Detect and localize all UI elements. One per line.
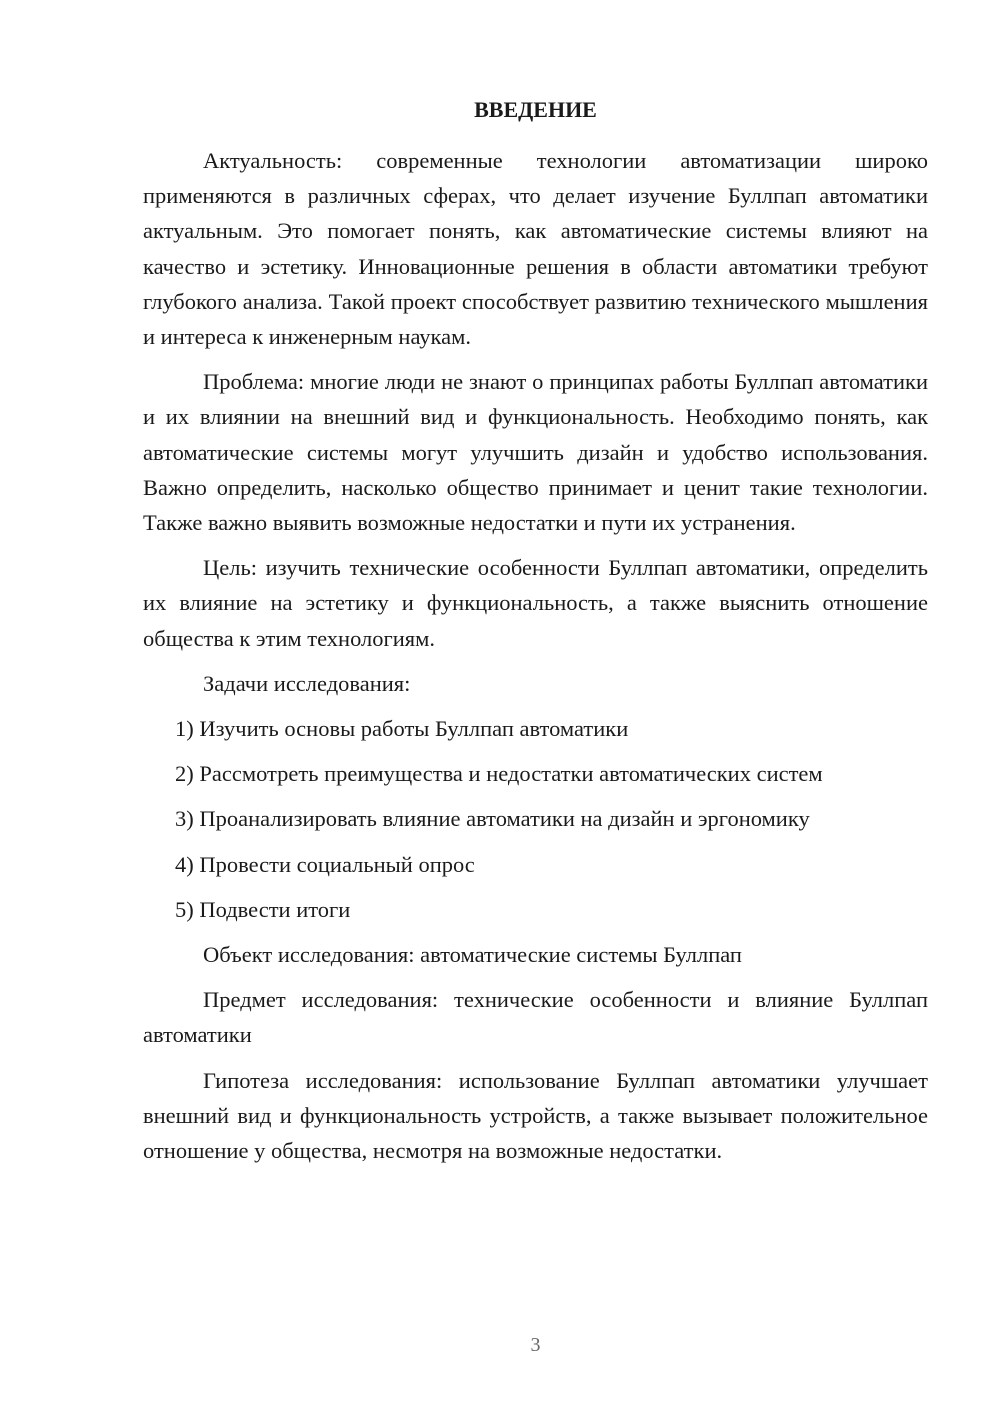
task-item: 5) Подвести итоги — [175, 896, 351, 922]
task-item: 1) Изучить основы работы Буллпап автоматики — [175, 716, 629, 742]
research-subject: Предмет исследования: технические особенности и влияние Буллпап автоматики — [143, 987, 928, 1048]
research-hypothesis: Гипотеза исследования: использование Буллпап автоматики улучшает внешний вид и функциональность устройств, а также вызывает положительное отношение у общества, несмотря на возможные недостатки. — [143, 1067, 928, 1164]
page-title: ВВЕДЕНИЕ — [474, 97, 597, 122]
task-item: 2) Рассмотреть преимущества и недостатки автоматических систем — [175, 761, 823, 787]
page-number: 3 — [530, 1334, 541, 1356]
task-item: 4) Провести социальный опрос — [175, 851, 475, 877]
research-object: Объект исследования: автоматические системы Буллпап — [203, 942, 742, 968]
task-item: 3) Проанализировать влияние автоматики на дизайн и эргономику — [175, 806, 810, 832]
paragraph-relevance: Актуальность: современные технологии автоматизации широко применяются в различных сферах, что делает изучение Буллпап автоматики актуальным. Это помогает понять, как автоматические системы влияют на качество и эстетику. Инновационные решения в области автоматики требуют глубокого анализа. Такой проект способствует развитию технического мышления и интереса к инженерным наукам. — [143, 148, 928, 350]
document-body — [143, 143, 928, 1178]
paragraph-problem: Проблема: многие люди не знают о принципах работы Буллпап автоматики и их влиянии на внешний вид и функциональность. Необходимо понять, как автоматические системы могут улучшить дизайн и удобство использования. Важно определить, насколько общество принимает и ценит такие технологии. Также важно выявить возможные недостатки и пути их устранения. — [143, 369, 928, 536]
tasks-heading: Задачи исследования: — [203, 670, 411, 696]
paragraph-goal: Цель: изучить технические особенности Буллпап автоматики, определить их влияние на эстетику и функциональность, а также выяснить отношение общества к этим технологиям. — [143, 555, 928, 651]
